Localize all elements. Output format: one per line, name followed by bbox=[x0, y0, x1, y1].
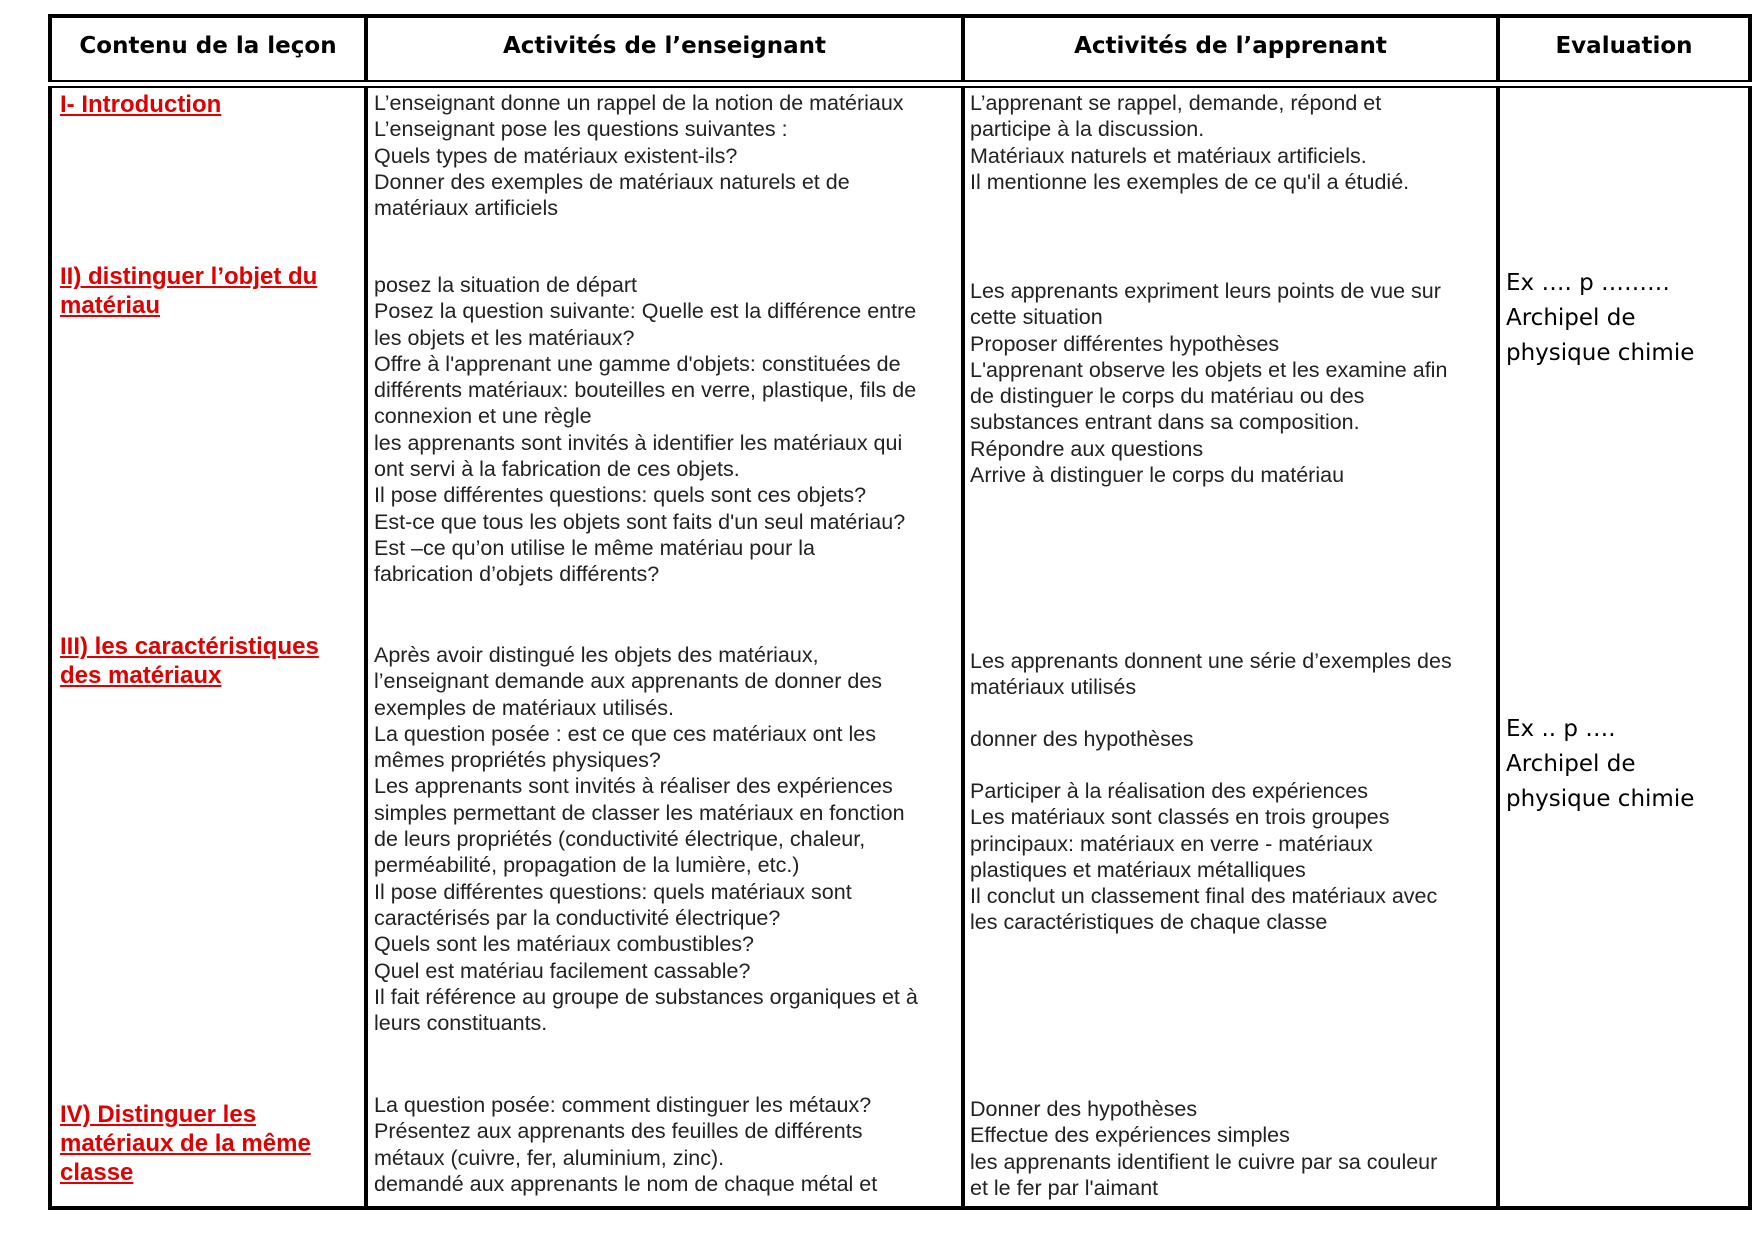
text-line: différents matériaux: bouteilles en verre, plastique, fils de bbox=[374, 378, 917, 403]
text-line: Donner des hypothèses bbox=[970, 1097, 1198, 1121]
text-line: les apprenants identifient le cuivre par sa couleur bbox=[970, 1149, 1438, 1174]
evaluation-distinguer-objet bbox=[1506, 266, 1694, 371]
text-line: plastiques et matériaux métalliques bbox=[970, 857, 1306, 882]
text-line: matériaux artificiels bbox=[374, 196, 558, 221]
header-contenu: Contenu de la leçon bbox=[79, 33, 337, 59]
text-line: et le fer par l'aimant bbox=[970, 1175, 1159, 1200]
text-line: connexion et une règle bbox=[374, 404, 592, 429]
section-title-distinguer-objet: II) distinguer l’objet du matériau bbox=[60, 263, 318, 319]
text-line: Quels sont les matériaux combustibles? bbox=[374, 932, 755, 957]
text-line: Ex …. p ……… bbox=[1506, 270, 1670, 296]
learner-activities-caracteristiques-b bbox=[970, 726, 1194, 752]
text-line: Arrive à distinguer le corps du matériau bbox=[970, 463, 1345, 488]
text-line: L'apprenant observe les objets et les examine afin bbox=[970, 357, 1448, 382]
text-line: l’enseignant demande aux apprenants de donner des bbox=[374, 669, 883, 694]
text-line: exemples de matériaux utilisés. bbox=[374, 695, 674, 720]
text-line: Effectue des expériences simples bbox=[970, 1123, 1290, 1148]
text-line: Les apprenants sont invités à réaliser des expériences bbox=[374, 774, 893, 799]
text-line: Quels types de matériaux existent-ils? bbox=[374, 143, 738, 168]
text-line: Offre à l'apprenant une gamme d'objets: constituées de bbox=[374, 351, 901, 376]
teacher-activities-introduction bbox=[374, 90, 904, 221]
text-line: physique chimie bbox=[1506, 786, 1695, 812]
text-line: perméabilité, propagation de la lumière, etc.) bbox=[374, 853, 800, 878]
text-line: donner des hypothèses bbox=[970, 727, 1194, 751]
text-line: Il conclut un classement final des matériaux avec bbox=[970, 884, 1438, 909]
text-line: Archipel de bbox=[1506, 751, 1636, 777]
evaluation-caracteristiques bbox=[1506, 712, 1694, 817]
section-title-distinguer-materiaux: IV) Distinguer les matériaux de la même classe bbox=[60, 1101, 311, 1186]
text-line: matériaux utilisés bbox=[970, 675, 1137, 700]
text-line: Donner des exemples de matériaux naturels et de bbox=[374, 169, 850, 194]
text-line: simples permettant de classer les matériaux en fonction bbox=[374, 800, 905, 825]
column-divider bbox=[1496, 14, 1500, 1210]
text-line: Les apprenants expriment leurs points de vue sur bbox=[970, 279, 1441, 303]
text-line: caractérisés par la conductivité électrique? bbox=[374, 905, 781, 930]
text-line: Il fait référence au groupe de substances organiques et à bbox=[374, 984, 918, 1009]
text-line: L’enseignant pose les questions suivantes : bbox=[374, 117, 788, 142]
text-line: L’apprenant se rappel, demande, répond et bbox=[970, 91, 1382, 115]
text-line: La question posée : est ce que ces matériaux ont les bbox=[374, 721, 876, 746]
text-line: de leurs propriétés (conductivité électrique, chaleur, bbox=[374, 827, 866, 852]
text-line: Présentez aux apprenants des feuilles de différents bbox=[374, 1119, 863, 1144]
text-line: L’enseignant donne un rappel de la notion de matériaux bbox=[374, 91, 904, 115]
header-enseignant: Activités de l’enseignant bbox=[502, 33, 827, 59]
text-line: Est –ce qu’on utilise le même matériau pour la bbox=[374, 535, 815, 560]
teacher-activities-distinguer-objet bbox=[374, 272, 916, 588]
learner-activities-distinguer-materiaux bbox=[970, 1096, 1437, 1201]
text-line: Répondre aux questions bbox=[970, 436, 1204, 461]
text-line: Après avoir distingué les objets des matériaux, bbox=[374, 643, 819, 667]
section-title-introduction: I- Introduction bbox=[60, 91, 222, 118]
text-line: de distinguer le corps du matériau ou des bbox=[970, 384, 1365, 409]
text-line: Posez la question suivante: Quelle est la différence entre bbox=[374, 299, 917, 324]
header-divider bbox=[48, 80, 1752, 88]
learner-activities-introduction bbox=[970, 90, 1409, 195]
text-line: Ex .. p …. bbox=[1506, 716, 1616, 742]
column-divider bbox=[961, 14, 965, 1210]
learner-activities-caracteristiques-a bbox=[970, 648, 1452, 701]
text-line: métaux (cuivre, fer, aluminium, zinc). bbox=[374, 1145, 725, 1170]
text-line: les objets et les matériaux? bbox=[374, 325, 635, 350]
text-line: Archipel de bbox=[1506, 305, 1636, 331]
text-line: Participer à la réalisation des expériences bbox=[970, 779, 1368, 803]
text-line: principaux: matériaux en verre - matériaux bbox=[970, 831, 1373, 856]
text-line: Quel est matériau facilement cassable? bbox=[374, 958, 751, 983]
text-line: Il pose différentes questions: quels matériaux sont bbox=[374, 879, 852, 904]
text-line: Est-ce que tous les objets sont faits d'un seul matériau? bbox=[374, 509, 906, 534]
text-line: mêmes propriétés physiques? bbox=[374, 748, 661, 773]
learner-activities-caracteristiques-c bbox=[970, 778, 1437, 936]
text-line: Proposer différentes hypothèses bbox=[970, 331, 1280, 356]
text-line: Les matériaux sont classés en trois groupes bbox=[970, 805, 1390, 830]
teacher-activities-distinguer-materiaux bbox=[374, 1092, 877, 1197]
text-line: les caractéristiques de chaque classe bbox=[970, 910, 1328, 935]
teacher-activities-caracteristiques bbox=[374, 642, 918, 1036]
text-line: posez la situation de départ bbox=[374, 273, 637, 297]
text-line: substances entrant dans sa composition. bbox=[970, 410, 1360, 435]
text-line: ont servi à la fabrication de ces objets. bbox=[374, 457, 740, 482]
column-divider bbox=[364, 14, 368, 1210]
text-line: les apprenants sont invités à identifier les matériaux qui bbox=[374, 430, 903, 455]
text-line: physique chimie bbox=[1506, 340, 1695, 366]
text-line: Les apprenants donnent une série d’exemples des bbox=[970, 649, 1452, 673]
text-line: participe à la discussion. bbox=[970, 117, 1205, 142]
text-line: leurs constituants. bbox=[374, 1011, 548, 1036]
header-evaluation: Evaluation bbox=[1555, 33, 1693, 59]
text-line: Matériaux naturels et matériaux artificiels. bbox=[970, 143, 1367, 168]
text-line: demandé aux apprenants le nom de chaque métal et bbox=[374, 1171, 878, 1196]
text-line: Il pose différentes questions: quels sont ces objets? bbox=[374, 483, 867, 508]
text-line: La question posée: comment distinguer les métaux? bbox=[374, 1093, 872, 1117]
header-apprenant: Activités de l’apprenant bbox=[1074, 33, 1387, 59]
text-line: cette situation bbox=[970, 305, 1103, 330]
section-title-caracteristiques: III) les caractéristiques des matériaux bbox=[60, 633, 319, 689]
text-line: Il mentionne les exemples de ce qu'il a étudié. bbox=[970, 169, 1410, 194]
text-line: fabrication d’objets différents? bbox=[374, 562, 660, 587]
learner-activities-distinguer-objet bbox=[970, 278, 1447, 488]
